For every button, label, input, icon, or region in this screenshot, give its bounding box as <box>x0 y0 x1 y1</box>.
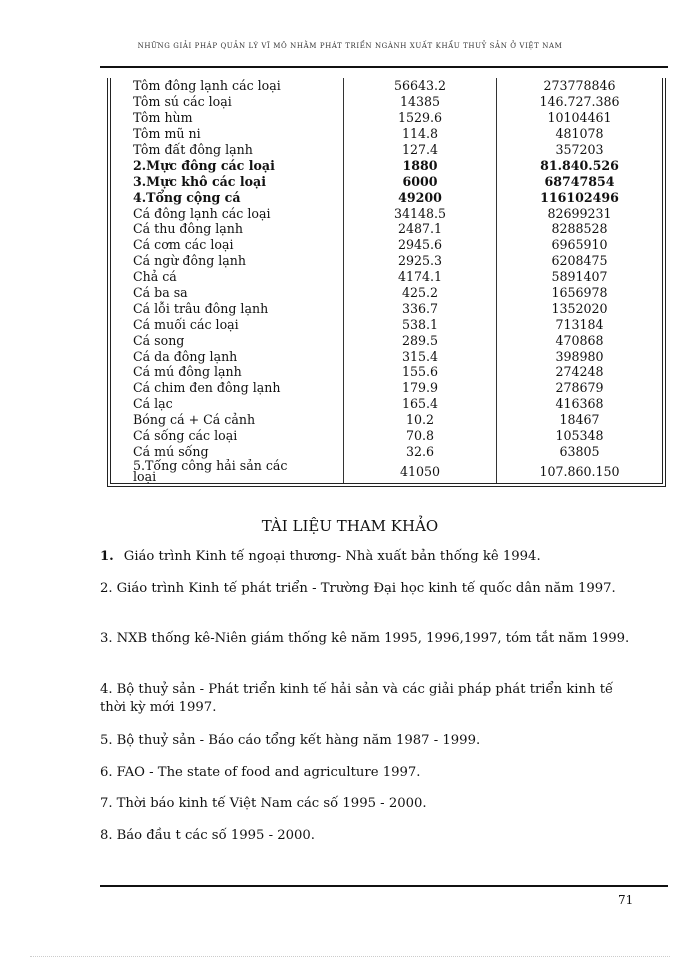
reference-item <box>100 681 640 716</box>
table-row <box>111 110 662 126</box>
row-name: Cá thu đông lạnh <box>133 221 244 237</box>
row-value: 1656978 <box>497 285 663 301</box>
table-row <box>111 396 662 412</box>
row-quantity: 32.6 <box>344 443 497 459</box>
row-name: Cá đông lạnh các loại <box>133 205 271 221</box>
row-quantity: 4174.1 <box>344 269 497 285</box>
reference-number: 6. <box>100 765 113 780</box>
table-row <box>111 205 662 221</box>
reference-text: NXB thống kê-Niên giám thống kê năm 1995, 1996,1997, tóm tắt năm 1999. <box>116 631 630 646</box>
row-name <box>111 459 344 483</box>
reference-number: 5. <box>100 733 113 748</box>
row-name: Cá song <box>133 332 185 348</box>
row-name: 3.Mực khô các loại <box>133 173 266 189</box>
row-name: Tôm hùm <box>133 110 193 126</box>
row-quantity: 114.8 <box>344 126 497 142</box>
row-quantity: 6000 <box>344 173 497 189</box>
row-quantity: 70.8 <box>344 428 497 444</box>
row-value: 105348 <box>497 428 663 444</box>
row-name: Cá cơm các loại <box>133 237 234 253</box>
row-name: 4.Tổng cộng cá <box>133 189 241 205</box>
row-name: Cá mú sống <box>133 443 209 459</box>
row-name: Chả cá <box>133 269 177 285</box>
row-quantity: 315.4 <box>344 348 497 364</box>
row-value: 146.727.386 <box>497 94 663 110</box>
row-quantity: 34148.5 <box>344 205 497 221</box>
export-table <box>107 78 666 487</box>
row-value: 81.840.526 <box>497 157 663 173</box>
reference-number: 1. <box>100 549 114 564</box>
table-row <box>111 173 662 189</box>
row-name: Cá lỗi trâu đông lạnh <box>133 300 269 316</box>
row-value: 713184 <box>497 316 663 332</box>
table-row <box>111 380 662 396</box>
table-row-total <box>111 459 662 483</box>
reference-number: 2. <box>100 581 113 596</box>
row-name: Tôm đất đông lạnh <box>133 142 253 157</box>
reference-text: Bộ thuỷ sản - Báo cáo tổng kết hàng năm 1987 - 1999. <box>116 733 481 748</box>
row-name: Cá mú đông lạnh <box>133 364 242 380</box>
row-value: 6965910 <box>497 237 663 253</box>
row-value: 68747854 <box>497 173 663 189</box>
table-row <box>111 78 662 94</box>
table-row <box>111 332 662 348</box>
row-quantity: 2925.3 <box>344 253 497 269</box>
reference-number: 3. <box>100 631 113 646</box>
row-quantity: 179.9 <box>344 380 497 396</box>
table-row <box>111 157 662 173</box>
row-name-line2: loại <box>133 469 157 484</box>
row-quantity: 41050 <box>344 459 497 483</box>
row-value: 273778846 <box>497 78 663 94</box>
row-value: 116102496 <box>497 189 663 205</box>
reference-item <box>100 548 640 566</box>
reference-text: Giáo trình Kinh tế ngoại thương- Nhà xuất bản thống kê 1994. <box>123 549 541 564</box>
table-row <box>111 348 662 364</box>
row-quantity: 425.2 <box>344 285 497 301</box>
row-name: Tôm sú các loại <box>133 94 232 110</box>
row-value: 1352020 <box>497 300 663 316</box>
row-value: 107.860.150 <box>497 459 663 483</box>
running-header: NHỮNG GIẢI PHÁP QUẢN LÝ VĨ MÔ NHẰM PHÁT TRIỂN NGÀNH XUẤT KHẨU THUỶ SẢN Ở VIỆT NAM <box>137 42 563 50</box>
row-quantity: 56643.2 <box>344 78 497 94</box>
row-quantity: 14385 <box>344 94 497 110</box>
table-row <box>111 253 662 269</box>
table-row <box>111 237 662 253</box>
reference-text: Giáo trình Kinh tế phát triển - Trường Đại học kinh tế quốc dân năm 1997. <box>116 581 616 596</box>
table-row <box>111 412 662 428</box>
row-value: 63805 <box>497 443 663 459</box>
row-quantity: 1529.6 <box>344 110 497 126</box>
row-name-line1: 5.Tổng công hải sản các <box>133 459 288 474</box>
header-rule <box>100 66 668 68</box>
row-name: 2.Mực đông các loại <box>133 157 275 173</box>
table-row <box>111 316 662 332</box>
table-row <box>111 443 662 459</box>
row-name: Cá ngừ đông lạnh <box>133 253 247 269</box>
row-quantity: 155.6 <box>344 364 497 380</box>
table-body <box>111 78 662 483</box>
row-quantity: 2487.1 <box>344 221 497 237</box>
row-name: Tôm mũ ni <box>133 126 201 142</box>
reference-item <box>100 764 640 782</box>
reference-item <box>100 580 640 598</box>
row-name: Cá lạc <box>133 396 173 412</box>
reference-number: 7. <box>100 796 113 811</box>
row-quantity: 289.5 <box>344 332 497 348</box>
row-quantity: 127.4 <box>344 142 497 158</box>
row-quantity: 1880 <box>344 157 497 173</box>
table-row <box>111 364 662 380</box>
table-row <box>111 269 662 285</box>
table-row <box>111 142 662 158</box>
row-value: 398980 <box>497 348 663 364</box>
row-value: 8288528 <box>497 221 663 237</box>
reference-item <box>100 630 640 648</box>
row-quantity: 49200 <box>344 189 497 205</box>
row-name: Cá sống các loại <box>133 428 238 444</box>
row-quantity: 2945.6 <box>344 237 497 253</box>
reference-item <box>100 732 640 750</box>
row-value: 6208475 <box>497 253 663 269</box>
table-row <box>111 126 662 142</box>
reference-text: Báo đầu t các số 1995 - 2000. <box>116 828 315 843</box>
row-value: 10104461 <box>497 110 663 126</box>
row-value: 278679 <box>497 380 663 396</box>
page-edge-dots <box>30 956 670 957</box>
row-name: Cá ba sa <box>133 285 188 301</box>
reference-text: Bộ thuỷ sản - Phát triển kinh tế hải sản và các giải pháp phát triển kinh tế thời kỳ mới 1997. <box>100 682 614 715</box>
row-quantity: 538.1 <box>344 316 497 332</box>
reference-number: 4. <box>100 682 113 697</box>
row-value: 470868 <box>497 332 663 348</box>
row-value: 274248 <box>497 364 663 380</box>
references-title: TÀI LIỆU THAM KHẢO <box>261 517 439 535</box>
row-value: 357203 <box>497 142 663 158</box>
row-name: Bóng cá + Cá cảnh <box>133 412 256 428</box>
table-row <box>111 300 662 316</box>
reference-text: Thời báo kinh tế Việt Nam các số 1995 - 2000. <box>116 796 427 811</box>
table-row <box>111 428 662 444</box>
row-name: Cá chim đen đông lạnh <box>133 380 281 396</box>
row-value: 481078 <box>497 126 663 142</box>
table-row <box>111 221 662 237</box>
footer-rule <box>100 885 668 887</box>
table-row <box>111 94 662 110</box>
reference-text: FAO - The state of food and agriculture 1997. <box>116 765 421 780</box>
reference-number: 8. <box>100 828 113 843</box>
reference-item <box>100 827 640 845</box>
row-quantity: 10.2 <box>344 412 497 428</box>
row-name: Cá muối các loại <box>133 316 239 332</box>
table-row <box>111 189 662 205</box>
row-value: 18467 <box>497 412 663 428</box>
reference-item <box>100 795 640 813</box>
row-name: Cá da đông lạnh <box>133 348 238 364</box>
row-quantity: 165.4 <box>344 396 497 412</box>
table-row <box>111 285 662 301</box>
row-value: 82699231 <box>497 205 663 221</box>
row-value: 5891407 <box>497 269 663 285</box>
row-quantity: 336.7 <box>344 300 497 316</box>
page-number: 71 <box>618 893 634 907</box>
row-name: Tôm đông lạnh các loại <box>133 78 281 94</box>
row-value: 416368 <box>497 396 663 412</box>
